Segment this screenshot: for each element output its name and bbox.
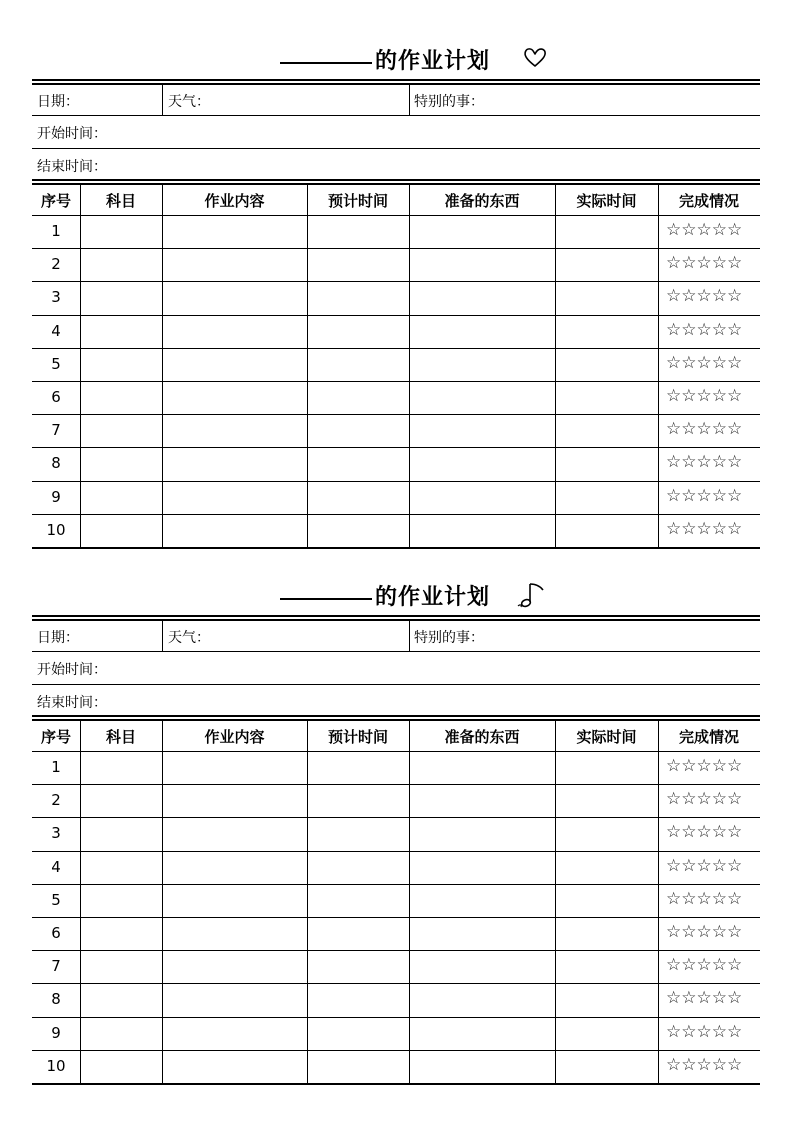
- music-note-icon: [516, 580, 548, 614]
- table-cell[interactable]: [307, 1017, 409, 1050]
- table-cell[interactable]: [80, 281, 162, 314]
- table-cell[interactable]: [307, 281, 409, 314]
- table-cell[interactable]: [80, 950, 162, 983]
- name-blank-line[interactable]: [280, 62, 372, 64]
- table-cell[interactable]: [162, 447, 307, 480]
- table-cell[interactable]: [307, 1050, 409, 1083]
- table-cell[interactable]: [409, 950, 555, 983]
- row-number: 10: [46, 520, 66, 539]
- row-number: 3: [51, 288, 61, 307]
- table-cell[interactable]: [80, 514, 162, 547]
- row-number: 5: [51, 354, 61, 373]
- table-cell[interactable]: [80, 315, 162, 348]
- table-cell[interactable]: [555, 381, 658, 414]
- row-divider: [32, 547, 760, 549]
- completion-stars[interactable]: ☆☆☆☆☆: [666, 386, 743, 406]
- table-cell[interactable]: [80, 851, 162, 884]
- completion-stars[interactable]: ☆☆☆☆☆: [666, 220, 743, 240]
- table-cell[interactable]: [162, 481, 307, 514]
- completion-stars[interactable]: ☆☆☆☆☆: [666, 822, 743, 843]
- header-completion: 完成情况: [678, 192, 739, 210]
- row-number: 1: [51, 222, 61, 240]
- table-cell[interactable]: [555, 884, 658, 917]
- table-cell[interactable]: [307, 851, 409, 884]
- row-number: 4: [51, 857, 61, 876]
- completion-stars[interactable]: ☆☆☆☆☆: [666, 756, 743, 776]
- completion-stars[interactable]: ☆☆☆☆☆: [666, 452, 743, 473]
- row-number: 4: [51, 321, 61, 340]
- table-cell[interactable]: [162, 514, 307, 547]
- table-cell[interactable]: [555, 315, 658, 348]
- special-event-label: 特别的事：: [414, 630, 484, 646]
- header-no: 序号: [40, 192, 71, 210]
- table-cell[interactable]: [409, 414, 555, 447]
- table-cell[interactable]: [307, 215, 409, 248]
- table-cell[interactable]: [307, 884, 409, 917]
- row-number: 6: [51, 924, 61, 942]
- table-cell[interactable]: [307, 414, 409, 447]
- table-cell[interactable]: [409, 514, 555, 547]
- table-cell[interactable]: [80, 381, 162, 414]
- completion-stars[interactable]: ☆☆☆☆☆: [666, 922, 743, 942]
- header-estimated-time: 预计时间: [327, 192, 388, 210]
- completion-stars[interactable]: ☆☆☆☆☆: [666, 286, 743, 307]
- table-cell[interactable]: [80, 348, 162, 381]
- table-cell[interactable]: [162, 1017, 307, 1050]
- table-cell[interactable]: [307, 917, 409, 950]
- table-cell[interactable]: [555, 817, 658, 850]
- table-cell[interactable]: [409, 281, 555, 314]
- table-cell[interactable]: [162, 784, 307, 817]
- table-cell[interactable]: [80, 481, 162, 514]
- completion-stars[interactable]: ☆☆☆☆☆: [666, 485, 743, 506]
- completion-stars[interactable]: ☆☆☆☆☆: [666, 1021, 743, 1042]
- completion-stars[interactable]: ☆☆☆☆☆: [666, 253, 743, 274]
- table-cell[interactable]: [80, 248, 162, 281]
- header-actual-time: 实际时间: [576, 192, 637, 210]
- table-cell[interactable]: [555, 784, 658, 817]
- table-cell[interactable]: [80, 884, 162, 917]
- table-cell[interactable]: [555, 851, 658, 884]
- table-cell[interactable]: [162, 851, 307, 884]
- table-cell[interactable]: [555, 248, 658, 281]
- header-estimated-time: 预计时间: [327, 728, 388, 746]
- table-cell[interactable]: [409, 481, 555, 514]
- table-cell[interactable]: [80, 784, 162, 817]
- name-blank-line[interactable]: [280, 598, 372, 600]
- table-cell[interactable]: [555, 447, 658, 480]
- row-number: 1: [51, 758, 61, 776]
- table-cell[interactable]: [307, 447, 409, 480]
- table-cell[interactable]: [162, 248, 307, 281]
- row-number: 2: [51, 791, 61, 810]
- end-time-label: 结束时间：: [37, 695, 107, 711]
- table-cell[interactable]: [555, 281, 658, 314]
- table-cell[interactable]: [162, 817, 307, 850]
- row-number: 5: [51, 890, 61, 909]
- header-subject: 科目: [105, 728, 136, 746]
- plan-title: 的作业计划: [375, 49, 491, 74]
- table-cell[interactable]: [307, 817, 409, 850]
- row-number: 9: [51, 1023, 61, 1042]
- completion-stars[interactable]: ☆☆☆☆☆: [666, 955, 743, 976]
- plan-title-row: [32, 42, 760, 78]
- table-cell[interactable]: [409, 884, 555, 917]
- table-cell[interactable]: [409, 348, 555, 381]
- row-number: 2: [51, 255, 61, 274]
- plan-title-row: [32, 578, 760, 614]
- row-divider: [32, 1083, 760, 1085]
- table-cell[interactable]: [80, 1050, 162, 1083]
- row-number: 9: [51, 487, 61, 506]
- row-number: 7: [51, 421, 61, 440]
- table-cell[interactable]: [162, 983, 307, 1016]
- table-cell[interactable]: [555, 514, 658, 547]
- table-cell[interactable]: [80, 917, 162, 950]
- completion-stars[interactable]: ☆☆☆☆☆: [666, 888, 743, 909]
- table-cell[interactable]: [409, 851, 555, 884]
- table-cell[interactable]: [409, 983, 555, 1016]
- completion-stars[interactable]: ☆☆☆☆☆: [666, 352, 743, 373]
- header-no: 序号: [40, 728, 71, 746]
- table-cell[interactable]: [80, 447, 162, 480]
- row-number: 10: [46, 1056, 66, 1075]
- header-materials: 准备的东西: [444, 192, 520, 210]
- header-content: 作业内容: [204, 728, 265, 746]
- table-cell[interactable]: [307, 751, 409, 784]
- table-cell[interactable]: [162, 381, 307, 414]
- table-cell[interactable]: [555, 1017, 658, 1050]
- table-cell[interactable]: [307, 784, 409, 817]
- table-cell[interactable]: [555, 414, 658, 447]
- weather-label: 天气：: [168, 94, 210, 110]
- completion-stars[interactable]: ☆☆☆☆☆: [666, 789, 743, 810]
- table-cell[interactable]: [409, 817, 555, 850]
- table-cell[interactable]: [80, 817, 162, 850]
- table-cell[interactable]: [307, 514, 409, 547]
- table-cell[interactable]: [162, 884, 307, 917]
- table-cell[interactable]: [555, 950, 658, 983]
- table-cell[interactable]: [80, 414, 162, 447]
- table-cell[interactable]: [162, 281, 307, 314]
- table-cell[interactable]: [555, 751, 658, 784]
- table-cell[interactable]: [409, 751, 555, 784]
- column-divider: [658, 184, 659, 547]
- plan-title: 的作业计划: [375, 585, 491, 610]
- date-label: 日期：: [37, 94, 79, 110]
- completion-stars[interactable]: ☆☆☆☆☆: [666, 988, 743, 1009]
- header-subject: 科目: [105, 192, 136, 210]
- row-number: 7: [51, 957, 61, 976]
- completion-stars[interactable]: ☆☆☆☆☆: [666, 419, 743, 440]
- row-number: 8: [51, 990, 61, 1009]
- table-cell[interactable]: [555, 215, 658, 248]
- table-cell[interactable]: [409, 248, 555, 281]
- weather-label: 天气：: [168, 630, 210, 646]
- start-time-label: 开始时间：: [37, 662, 107, 678]
- table-cell[interactable]: [307, 381, 409, 414]
- end-time-label: 结束时间：: [37, 159, 107, 175]
- table-cell[interactable]: [162, 1050, 307, 1083]
- start-time-label: 开始时间：: [37, 126, 107, 142]
- table-cell[interactable]: [162, 414, 307, 447]
- table-cell[interactable]: [307, 315, 409, 348]
- date-label: 日期：: [37, 630, 79, 646]
- table-cell[interactable]: [162, 950, 307, 983]
- row-number: 6: [51, 388, 61, 406]
- table-cell[interactable]: [307, 481, 409, 514]
- table-cell[interactable]: [555, 481, 658, 514]
- heart-icon: [522, 44, 548, 74]
- table-cell[interactable]: [80, 983, 162, 1016]
- table-cell[interactable]: [307, 248, 409, 281]
- table-cell[interactable]: [409, 917, 555, 950]
- table-cell[interactable]: [80, 1017, 162, 1050]
- table-cell[interactable]: [80, 751, 162, 784]
- table-cell[interactable]: [555, 917, 658, 950]
- completion-stars[interactable]: ☆☆☆☆☆: [666, 1054, 743, 1075]
- table-cell[interactable]: [162, 348, 307, 381]
- completion-stars[interactable]: ☆☆☆☆☆: [666, 319, 743, 340]
- table-cell[interactable]: [409, 1017, 555, 1050]
- table-cell[interactable]: [162, 751, 307, 784]
- table-cell[interactable]: [555, 348, 658, 381]
- header-actual-time: 实际时间: [576, 728, 637, 746]
- table-cell[interactable]: [409, 447, 555, 480]
- row-number: 8: [51, 454, 61, 473]
- table-cell[interactable]: [555, 1050, 658, 1083]
- row-number: 3: [51, 824, 61, 843]
- table-cell[interactable]: [162, 917, 307, 950]
- table-cell[interactable]: [162, 315, 307, 348]
- table-cell[interactable]: [307, 950, 409, 983]
- table-cell[interactable]: [162, 215, 307, 248]
- table-cell[interactable]: [80, 215, 162, 248]
- table-cell[interactable]: [307, 348, 409, 381]
- table-cell[interactable]: [555, 983, 658, 1016]
- header-materials: 准备的东西: [444, 728, 520, 746]
- table-cell[interactable]: [409, 315, 555, 348]
- header-content: 作业内容: [204, 192, 265, 210]
- homework-plan-2: [32, 578, 760, 1083]
- table-cell[interactable]: [409, 215, 555, 248]
- column-divider: [658, 720, 659, 1083]
- table-cell[interactable]: [409, 784, 555, 817]
- table-cell[interactable]: [409, 1050, 555, 1083]
- header-completion: 完成情况: [678, 728, 739, 746]
- homework-plan-1: [32, 42, 760, 547]
- table-cell[interactable]: [307, 983, 409, 1016]
- completion-stars[interactable]: ☆☆☆☆☆: [666, 855, 743, 876]
- completion-stars[interactable]: ☆☆☆☆☆: [666, 518, 743, 539]
- table-cell[interactable]: [409, 381, 555, 414]
- special-event-label: 特别的事：: [414, 94, 484, 110]
